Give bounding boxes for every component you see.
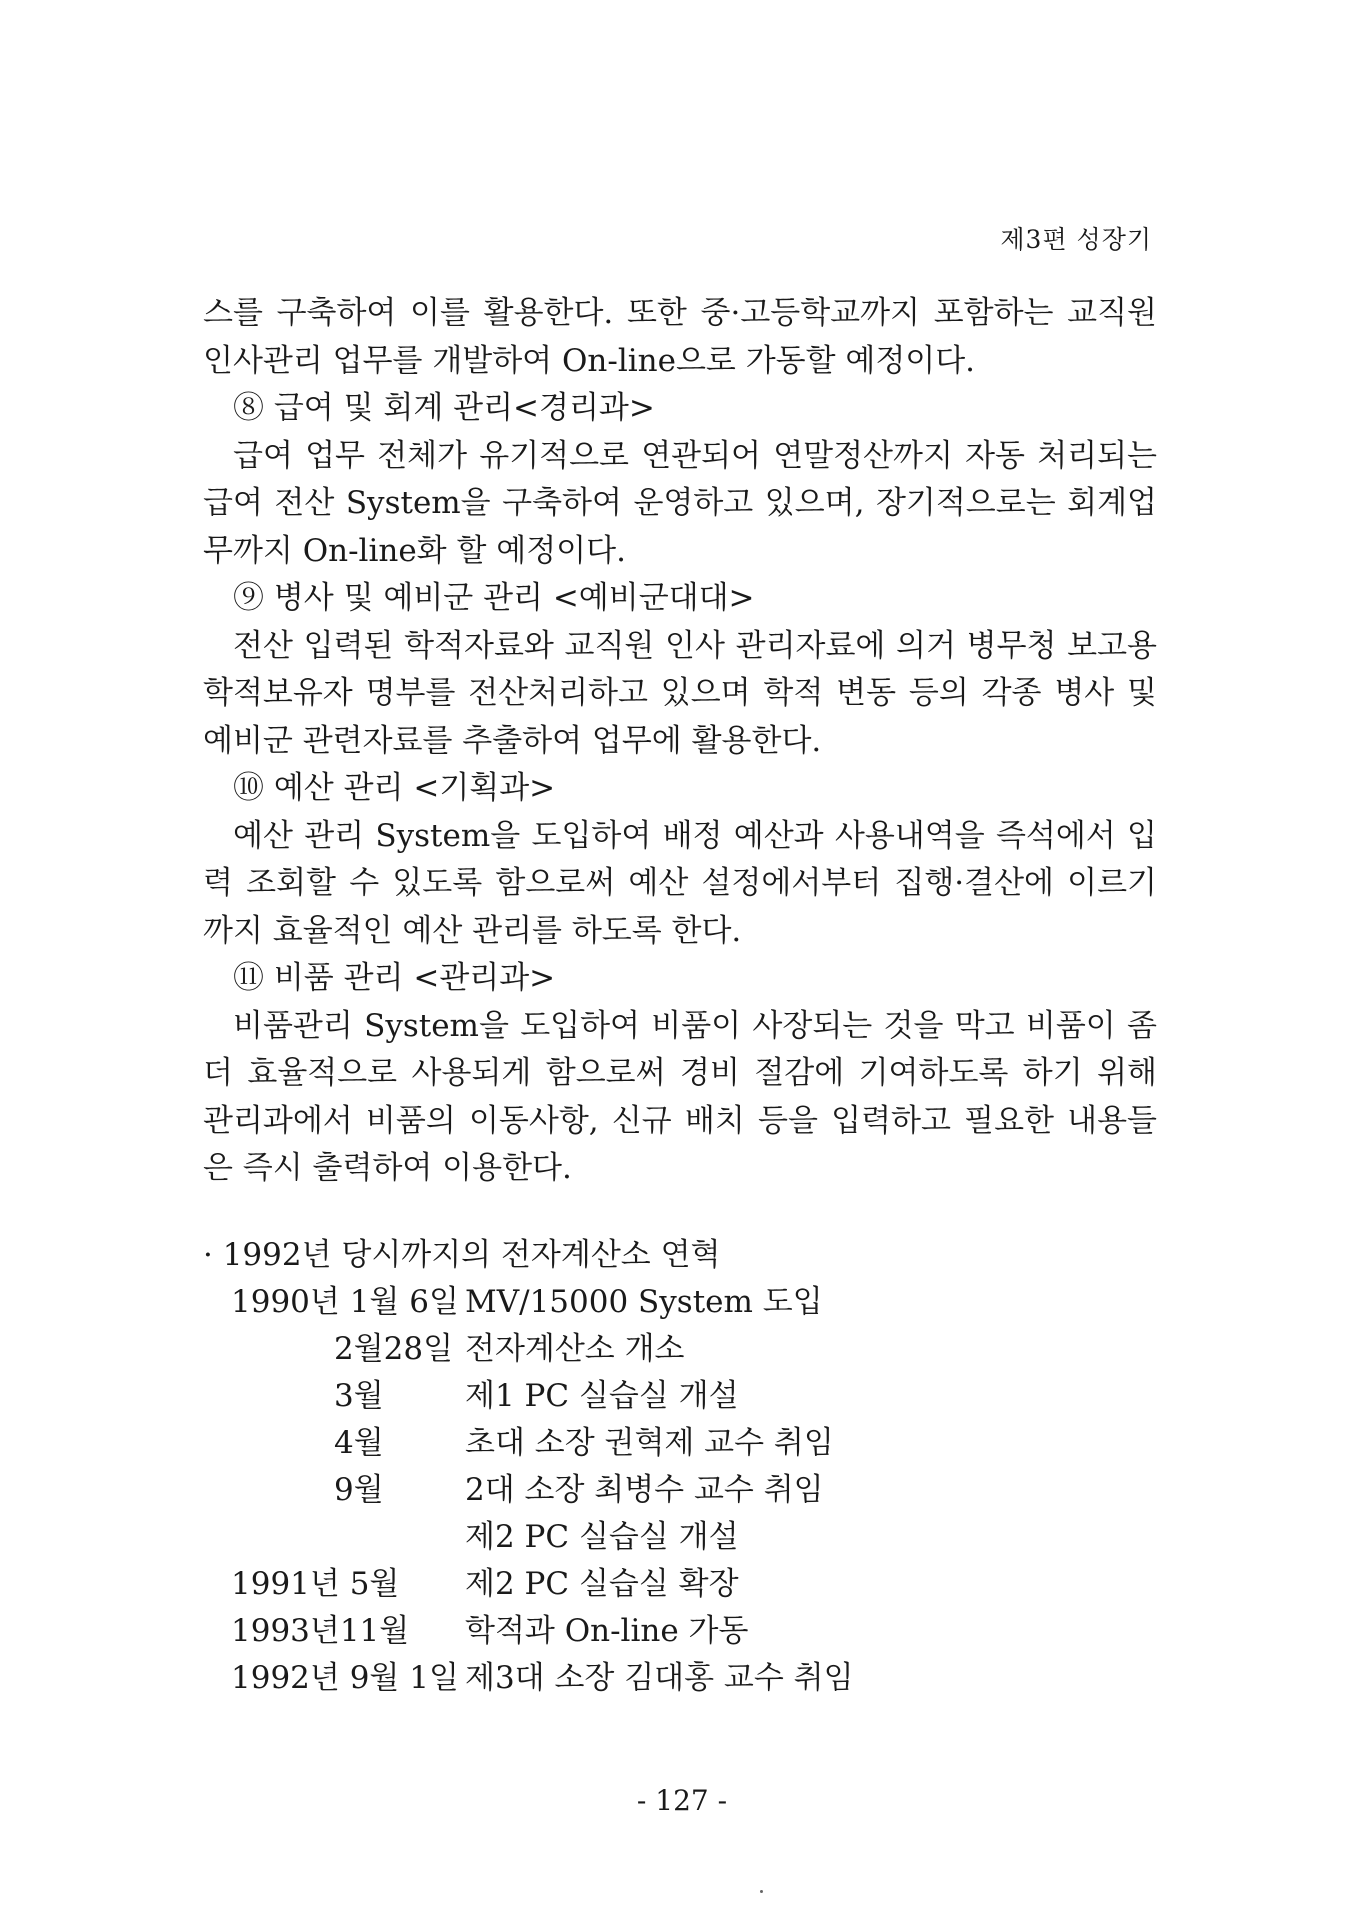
history-date: 4월 xyxy=(334,1425,384,1461)
section-heading-military-reserve: ⑨ 병사 및 예비군 관리 <예비군대대> xyxy=(233,580,755,616)
history-event: 2대 소장 최병수 교수 취임 xyxy=(465,1472,824,1508)
running-header: 제3편 성장기 xyxy=(1000,225,1152,254)
history-date: 9월 xyxy=(334,1472,384,1508)
history-row xyxy=(203,1420,1157,1467)
history-date xyxy=(203,1514,465,1561)
section-heading-salary-accounting: ⑧ 급여 및 회계 관리<경리과> xyxy=(233,390,655,426)
paragraph-budget: 예산 관리 System을 도입하여 배정 예산과 사용내역을 즉석에서 입력 조회할 수 있도록 함으로써 예산 설정에서부터 집행·결산에 이르기까지 효율적인 예산 관리를 하도록 한다. xyxy=(203,817,1157,949)
history-date: 1992년 9월 1일 xyxy=(231,1660,459,1696)
history-title: · 1992년 당시까지의 전자계산소 연혁 xyxy=(203,1237,721,1273)
history-date: 3월 xyxy=(334,1378,384,1414)
history-row xyxy=(203,1279,1157,1326)
history-row xyxy=(203,1373,1157,1420)
paragraph-salary-accounting: 급여 업무 전체가 유기적으로 연관되어 연말정산까지 자동 처리되는 급여 전산 System을 구축하여 운영하고 있으며, 장기적으로는 회계업무까지 On-line화 할 예정이다. xyxy=(203,437,1157,569)
history-list xyxy=(203,1232,1157,1702)
history-row xyxy=(203,1514,1157,1561)
history-row xyxy=(203,1467,1157,1514)
history-date: 1990년 1월 6일 xyxy=(231,1284,459,1320)
paragraph-military-reserve: 전산 입력된 학적자료와 교직원 인사 관리자료에 의거 병무청 보고용 학적보유자 명부를 전산처리하고 있으며 학적 변동 등의 각종 병사 및 예비군 관련자료를 추출하여 업무에 활용한다. xyxy=(203,627,1157,759)
paragraph-intro: 스를 구축하여 이를 활용한다. 또한 중·고등학교까지 포함하는 교직원 인사관리 업무를 개발하여 On-line으로 가동할 예정이다. xyxy=(203,295,1157,379)
history-date: 2월28일 xyxy=(334,1331,454,1367)
history-row xyxy=(203,1655,1157,1702)
body-text xyxy=(203,290,1157,1193)
history-event: 제2 PC 실습실 개설 xyxy=(465,1519,739,1555)
history-event: 초대 소장 권혁제 교수 취임 xyxy=(465,1425,834,1461)
paragraph-equipment: 비품관리 System을 도입하여 비품이 사장되는 것을 막고 비품이 좀 더 효율적으로 사용되게 함으로써 경비 절감에 기여하도록 하기 위해 관리과에서 비품의 이동사항, 신규 배치 등을 입력하고 필요한 내용들은 즉시 출력하여 이용한다. xyxy=(203,1007,1157,1186)
history-date: 1993년11월 xyxy=(231,1613,410,1649)
history-row xyxy=(203,1326,1157,1373)
history-event: MV/15000 System 도입 xyxy=(465,1284,823,1320)
history-event: 제1 PC 실습실 개설 xyxy=(465,1378,739,1414)
section-heading-budget: ⑩ 예산 관리 <기획과> xyxy=(233,770,556,806)
section-heading-equipment: ⑪ 비품 관리 <관리과> xyxy=(233,960,556,996)
history-event: 제3대 소장 김대홍 교수 취임 xyxy=(465,1660,854,1696)
history-date: 1991년 5월 xyxy=(231,1566,400,1602)
history-row xyxy=(203,1608,1157,1655)
history-event: 제2 PC 실습실 확장 xyxy=(465,1566,739,1602)
history-row xyxy=(203,1561,1157,1608)
scan-speck xyxy=(760,1890,763,1893)
history-event: 학적과 On-line 가동 xyxy=(465,1613,749,1649)
history-event: 전자계산소 개소 xyxy=(465,1331,685,1367)
page-number: - 127 - xyxy=(636,1784,728,1817)
